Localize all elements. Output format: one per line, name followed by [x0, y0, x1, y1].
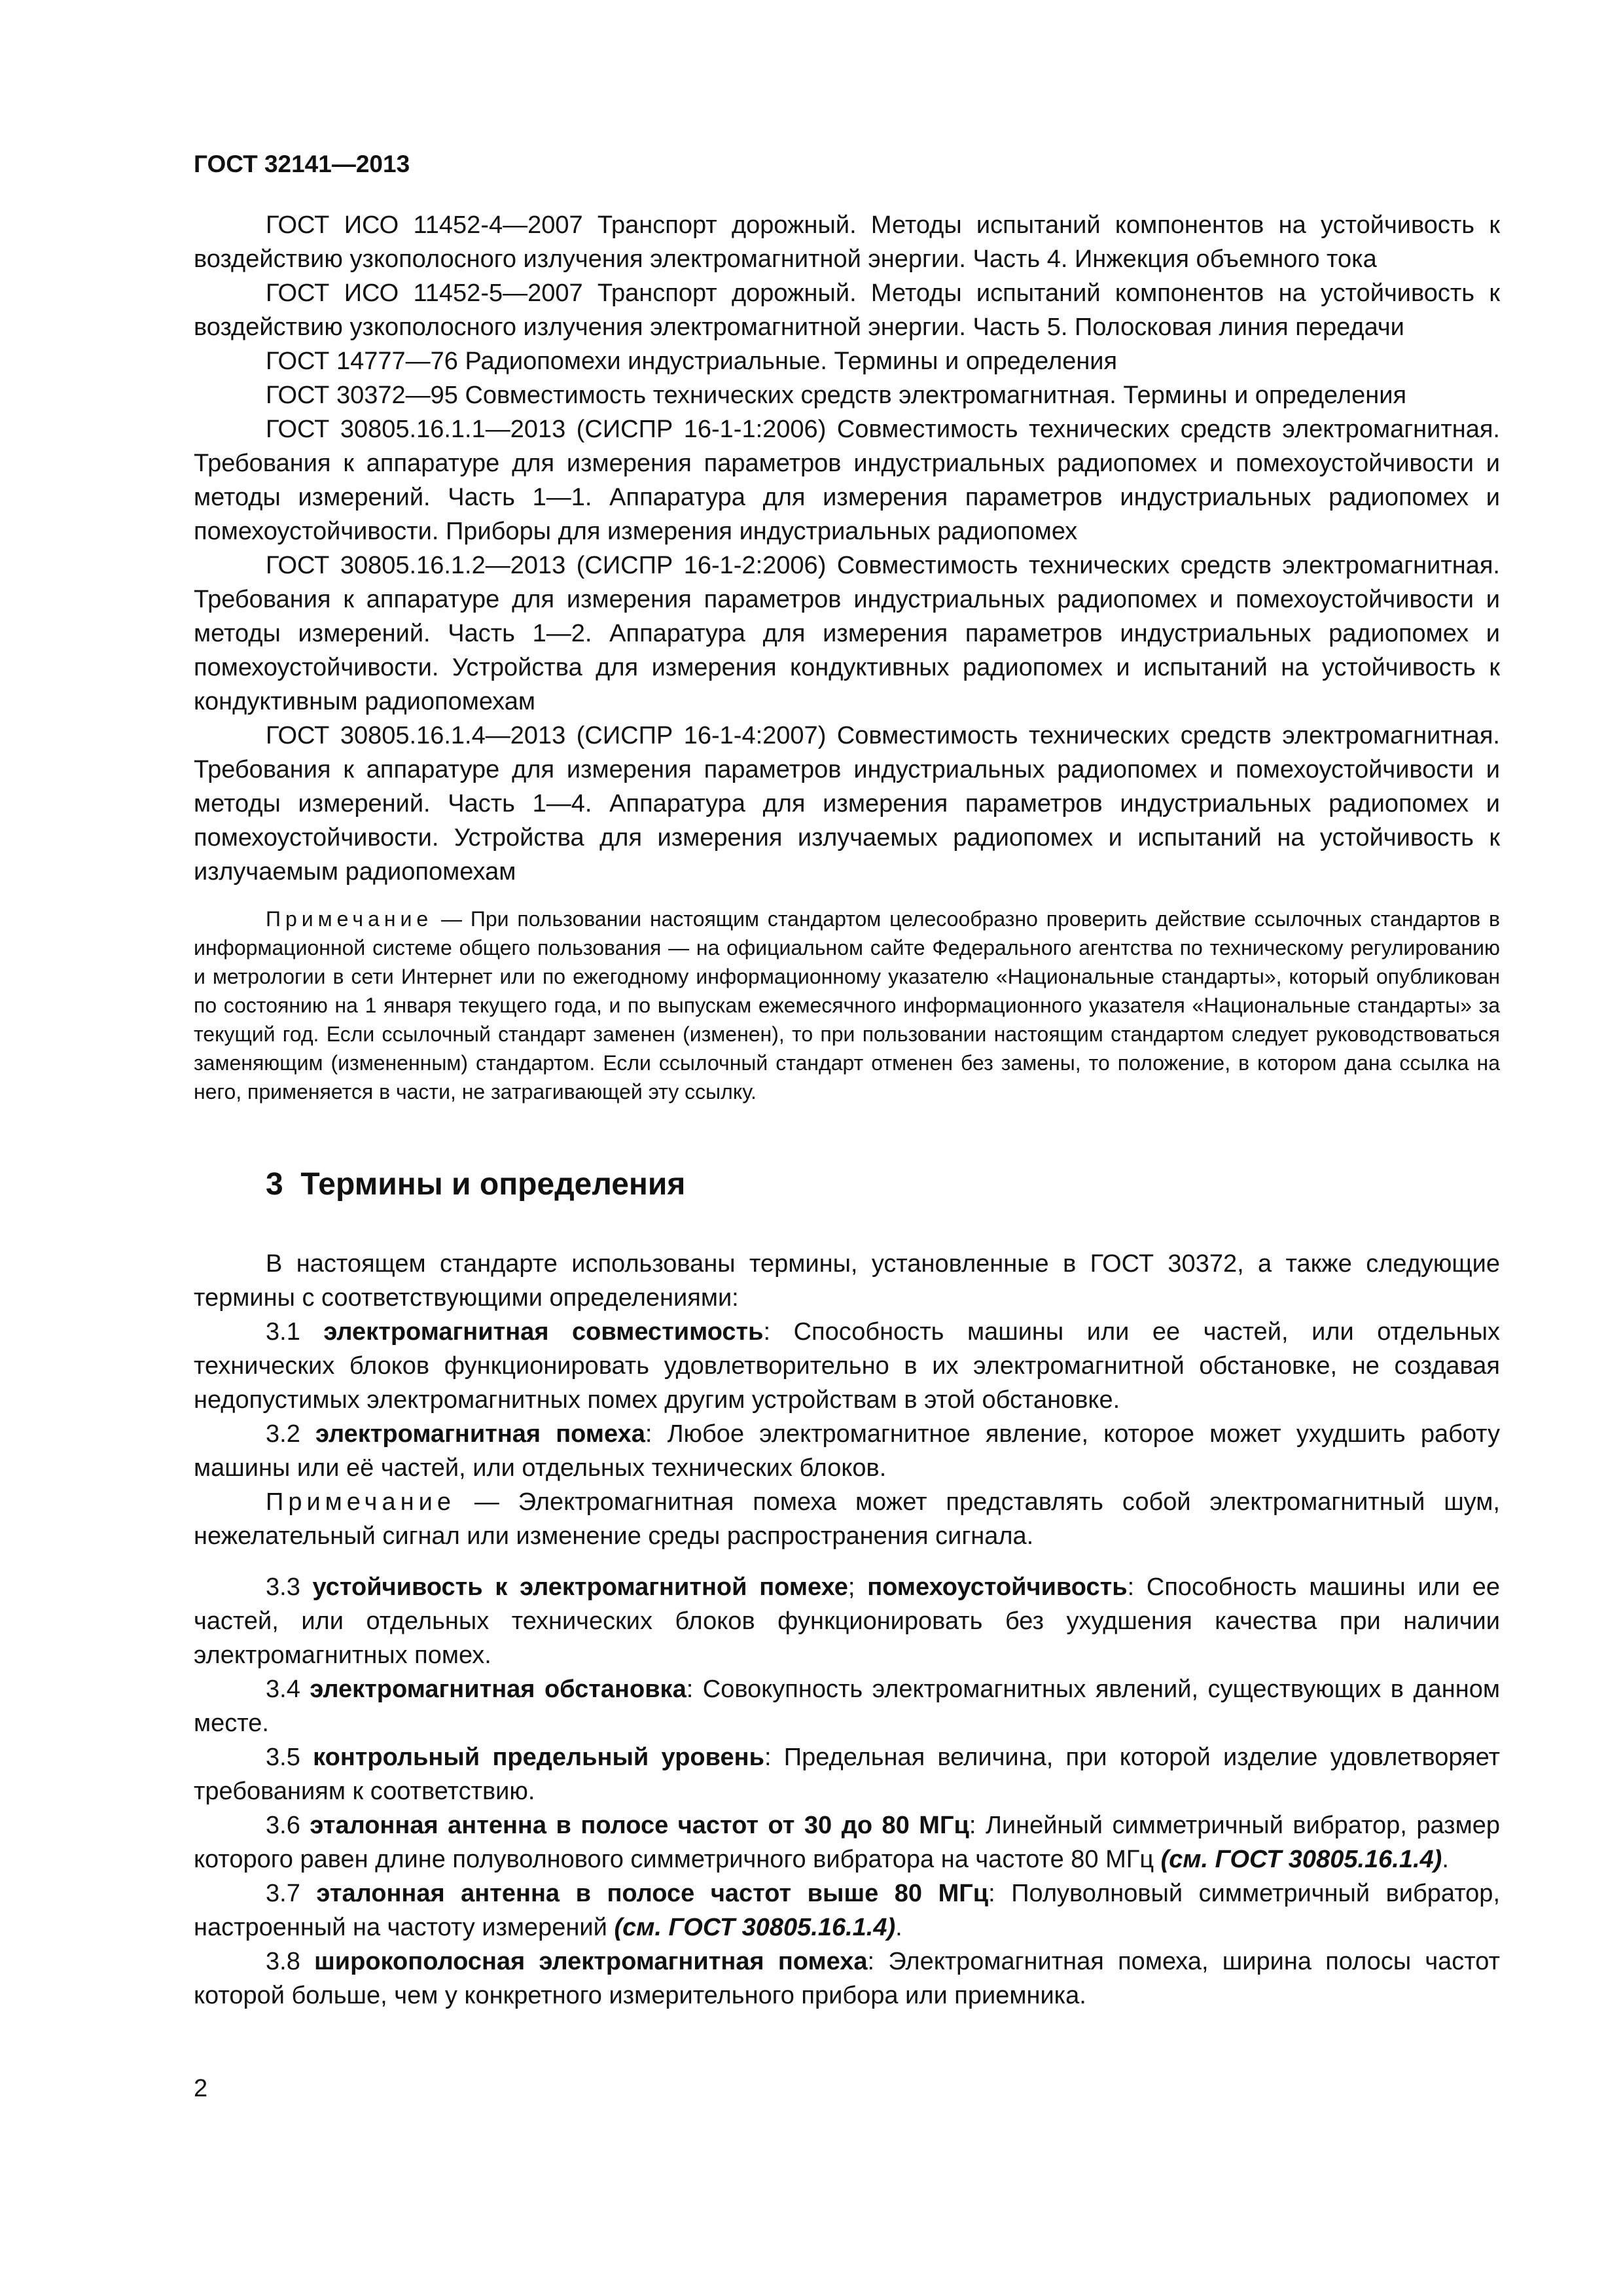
term-name: электромагнитная обстановка [310, 1676, 687, 1703]
references-note [194, 905, 1500, 1106]
term-reference: (см. ГОСТ 30805.16.1.4) [1160, 1846, 1442, 1873]
term-name: широкополосная электромагнитная помеха [314, 1948, 868, 1975]
term-3-4 [194, 1672, 1500, 1740]
term-end: . [1442, 1846, 1449, 1873]
term-name: устойчивость к электромагнитной помехе [312, 1573, 848, 1601]
term-number: 3.4 [266, 1676, 310, 1703]
term-3-8 [194, 1945, 1500, 2013]
section-number: 3 [266, 1167, 283, 1202]
term-number: 3.5 [266, 1744, 313, 1771]
term-name: эталонная антенна в полосе частот выше 80 МГц [316, 1880, 989, 1907]
term-separator: ; [847, 1573, 868, 1601]
term-3-1 [194, 1315, 1500, 1417]
term-number: 3.6 [266, 1812, 310, 1839]
reference-item: ГОСТ 30805.16.1.4—2013 (СИСПР 16-1-4:2007) Совместимость технических средств электромагнитная. Требования к аппаратуре для измерения параметров индустриальных радиопомех и помехоустойчивости и методы измерений. Часть 1—4. Аппаратура для измерения параметров индустриальных радиопомех и помехоустойчивости. Устройства для измерения излучаемых радиопомех и испытаний на устойчивость к излучаемым радиопомехам [194, 722, 1500, 886]
note-text: — Электромагнитная помеха может представлять собой электромагнитный шум, нежелательный сигнал или изменение среды распространения сигнала. [194, 1488, 1500, 1550]
term-definition: : Совокупность электромагнитных явлений, существующих в данном месте. [194, 1676, 1500, 1737]
term-number: 3.7 [266, 1880, 317, 1907]
term-number: 3.8 [266, 1948, 315, 1975]
reference-item: ГОСТ 30805.16.1.2—2013 (СИСПР 16-1-2:2006) Совместимость технических средств электромагнитная. Требования к аппаратуре для измерения параметров индустриальных радиопомех и помехоустойчивости и методы измерений. Часть 1—2. Аппаратура для измерения параметров индустриальных радиопомех и помехоустойчивости. Устройства для измерения кондуктивных радиопомех и испытаний на устойчивость к кондуктивным радиопомехам [194, 552, 1500, 715]
section-title: Термины и определения [300, 1167, 686, 1202]
term-number: 3.2 [266, 1420, 315, 1448]
term-definition: : Предельная величина, при которой изделие удовлетворяет требованиям к соответствию. [194, 1744, 1500, 1805]
term-definition: : Любое электромагнитное явление, которое может ухудшить работу машины или её частей, или отдельных технических блоков. [194, 1420, 1500, 1482]
term-name: электромагнитная совместимость [323, 1318, 764, 1346]
note-text: — При пользовании настоящим стандартом целесообразно проверить действие ссылочных стандартов в информационной системе общего пользования — на официальном сайте Федерального агентства по техническому регулированию и метрологии в сети Интернет или по ежегодному информационному указателю «Национальные стандарты», который опубликован по состоянию на 1 января текущего года, и по выпускам ежемесячного информационного указателя «Национальные стандарты» за текущий год. Если ссылочный стандарт заменен (изменен), то при пользовании настоящим стандартом следует руководствоваться заменяющим (измененным) стандартом. Если ссылочный стандарт отменен без замены, то положение, в котором дана ссылка на него, применяется в части, не затрагивающей эту ссылку. [194, 907, 1500, 1103]
reference-item: ГОСТ 30372—95 Совместимость технических средств электромагнитная. Термины и определения [266, 382, 1407, 409]
note-label: Примечание [266, 907, 433, 931]
document-header: ГОСТ 32141—2013 [194, 151, 410, 177]
term-number: 3.1 [266, 1318, 324, 1346]
term-reference: (см. ГОСТ 30805.16.1.4) [614, 1914, 896, 1941]
terms-list [194, 1247, 1500, 2013]
term-name: контрольный предельный уровень [313, 1744, 764, 1771]
reference-item: ГОСТ 14777—76 Радиопомехи индустриальные. Термины и определения [266, 348, 1118, 375]
reference-item: ГОСТ ИСО 11452-5—2007 Транспорт дорожный. Методы испытаний компонентов на устойчивость к воздействию узкополосного излучения электромагнитной энергии. Часть 5. Полосковая линия передачи [194, 279, 1500, 341]
term-3-3 [194, 1570, 1500, 1672]
term-definition: : Электромагнитная помеха, ширина полосы частот которой больше, чем у конкретного измерительного прибора или приемника. [194, 1948, 1500, 2009]
page-content [194, 208, 1500, 2013]
term-definition: : Полуволновый симметричный вибратор, настроенный на частоту измерений [194, 1880, 1501, 1941]
page-number: 2 [194, 2075, 208, 2102]
section-heading [266, 1166, 1500, 1202]
term-definition: : Линейный симметричный вибратор, размер которого равен длине полуволнового симметричного вибратора на частоте 80 МГц [194, 1812, 1500, 1873]
term-synonym: помехоустойчивость [867, 1573, 1128, 1601]
term-definition: : Способность машины или ее частей, или отдельных технических блоков функционировать без ухудшения качества при наличии электромагнитных помех. [194, 1573, 1500, 1669]
reference-item: ГОСТ ИСО 11452-4—2007 Транспорт дорожный. Методы испытаний компонентов на устойчивость к воздействию узкополосного излучения электромагнитной энергии. Часть 4. Инжекция объемного тока [194, 211, 1500, 273]
note-label: Примечание [266, 1488, 455, 1516]
term-definition: : Способность машины или ее частей, или отдельных технических блоков функционировать удовлетворительно в их электромагнитной обстановке, не создавая недопустимых электромагнитных помех другим устройствам в этой обстановке. [194, 1318, 1501, 1414]
term-3-7 [194, 1876, 1500, 1945]
term-name: электромагнитная помеха [315, 1420, 645, 1448]
reference-item: ГОСТ 30805.16.1.1—2013 (СИСПР 16-1-1:2006) Совместимость технических средств электромагнитная. Требования к аппаратуре для измерения параметров индустриальных радиопомех и помехоустойчивости и методы измерений. Часть 1—1. Аппаратура для измерения параметров индустриальных радиопомех и помехоустойчивости. Приборы для измерения индустриальных радиопомех [194, 416, 1500, 545]
term-note [194, 1485, 1500, 1553]
term-3-2 [194, 1417, 1500, 1485]
term-3-5 [194, 1740, 1500, 1808]
term-name: эталонная антенна в полосе частот от 30 до 80 МГц [310, 1812, 969, 1839]
term-end: . [895, 1914, 902, 1941]
term-number: 3.3 [266, 1573, 313, 1601]
term-3-6 [194, 1808, 1500, 1876]
section-intro: В настоящем стандарте использованы термины, установленные в ГОСТ 30372, а также следующие термины с соответствующими определениями: [194, 1250, 1500, 1312]
normative-references-list [194, 208, 1500, 889]
